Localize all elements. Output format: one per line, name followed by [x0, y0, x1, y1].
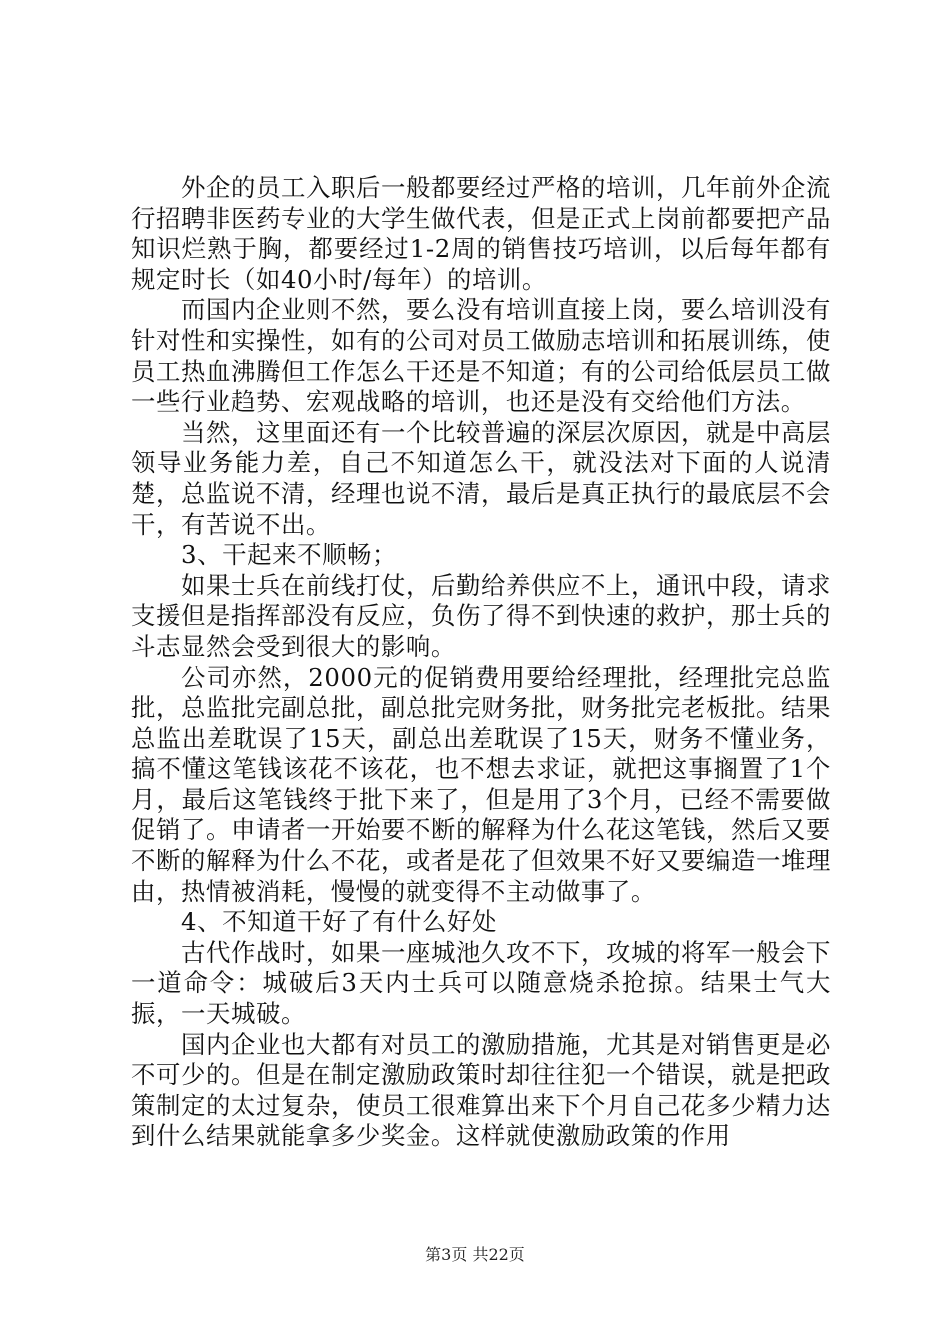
- section-heading: 3、干起来不顺畅；: [181, 540, 398, 570]
- page-number-footer: 第3页 共22页: [425, 1245, 525, 1264]
- paragraph: 古代作战时，如果一座城池久攻不下，攻城的将军一般会下一道命令：城破后3天内士兵可以随意烧杀抢掠。结果士气大振，一天城破。: [131, 937, 831, 1029]
- section-heading: 4、不知道干好了有什么好处: [181, 907, 498, 937]
- paragraph: 外企的员工入职后一般都要经过严格的培训，几年前外企流行招聘非医药专业的大学生做代表，但是正式上岗前都要把产品知识烂熟于胸，都要经过1-2周的销售技巧培训，以后每年都有规定时长（如40小时/每年）的培训。: [131, 173, 831, 294]
- paragraph: 而国内企业则不然，要么没有培训直接上岗，要么培训没有针对性和实操性，如有的公司对员工做励志培训和拓展训练，使员工热血沸腾但工作怎么干还是不知道；有的公司给低层员工做一些行业趋势、宏观战略的培训，也还是没有交给他们方法。: [131, 295, 831, 417]
- paragraph: 当然，这里面还有一个比较普遍的深层次原因，就是中高层领导业务能力差，自己不知道怎么干，就没法对下面的人说清楚，总监说不清，经理也说不清，最后是真正执行的最底层不会干，有苦说不出。: [131, 417, 831, 539]
- paragraph: 公司亦然，2000元的促销费用要给经理批，经理批完总监批，总监批完副总批，副总批完财务批，财务批完老板批。结果总监出差耽误了15天，副总出差耽误了15天，财务不懂业务，搞不懂这笔钱该花不该花，也不想去求证，就把这事搁置了1个月，最后这笔钱终于批下来了，但是用了3个月，已经不需要做促销了。申请者一开始要不断的解释为什么花这笔钱，然后又要不断的解释为什么不花，或者是花了但效果不好又要编造一堆理由，热情被消耗，慢慢的就变得不主动做事了。: [131, 662, 831, 906]
- paragraph: 如果士兵在前线打仗，后勤给养供应不上，通讯中段，请求支援但是指挥部没有反应，负伤了得不到快速的救护，那士兵的斗志显然会受到很大的影响。: [131, 570, 831, 661]
- paragraph: 国内企业也大都有对员工的激励措施，尤其是对销售更是必不可少的。但是在制定激励政策时却往往犯一个错误，就是把政策制定的太过复杂，使员工很难算出来下个月自己花多少精力达到什么结果就能拿多少奖金。这样就使激励政策的作用: [131, 1029, 831, 1151]
- document-body: [131, 173, 831, 1152]
